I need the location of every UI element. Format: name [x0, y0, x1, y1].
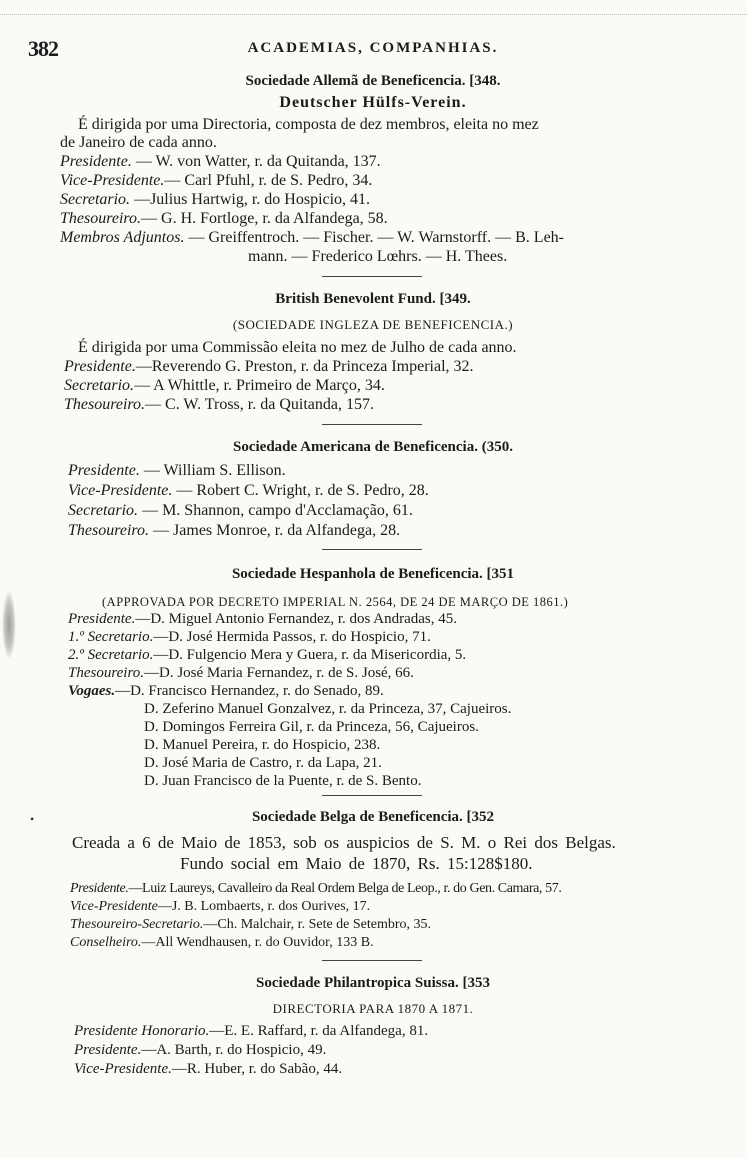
section-351-vogal-1: Vogaes.—D. Francisco Hernandez, r. do Senado, 89.: [68, 683, 384, 699]
section-353-president: Presidente.—A. Barth, r. do Hospicio, 49.: [74, 1042, 327, 1058]
section-351-president: Presidente.—D. Miguel Antonio Fernandez, r. dos Andradas, 45.: [68, 611, 457, 627]
section-349-desc: É dirigida por uma Commissão eleita no mez de Julho de cada anno.: [78, 339, 517, 356]
section-350-treasurer: Thesoureiro. — James Monroe, r. da Alfandega, 28.: [68, 522, 401, 539]
section-352-treasurer-secretary: Thesoureiro-Secretario.—Ch. Malchair, r. Sete de Setembro, 35.: [70, 917, 432, 932]
section-352-desc1: Creada a 6 de Maio de 1853, sob os auspicios de S. M. o Rei dos Belgas.: [72, 833, 616, 852]
section-349-treasurer: Thesoureiro.— C. W. Tross, r. da Quitanda, 157.: [64, 396, 374, 413]
section-divider: [322, 960, 422, 961]
section-351-secretary-1: 1.º Secretario.—D. José Hermida Passos, r. do Hospicio, 71.: [68, 629, 431, 645]
section-352-president: Presidente.—Luiz Laureys, Cavalleiro da Real Ordem Belga de Leop., r. do Gen. Camara, 57.: [70, 881, 562, 896]
section-350-secretary: Secretario. — M. Shannon, campo d'Acclamação, 61.: [68, 502, 413, 519]
section-348-vice: Vice-Presidente.— Carl Pfuhl, r. de S. Pedro, 34.: [60, 172, 373, 189]
margin-stain: [2, 590, 16, 660]
section-351-secretary-2: 2.º Secretario.—D. Fulgencio Mera y Guera, r. da Misericordia, 5.: [68, 647, 467, 663]
section-349-subtitle: (SOCIEDADE INGLEZA DE BENEFICENCIA.): [232, 317, 514, 332]
section-349-secretary: Secretario.— A Whittle, r. Primeiro de Março, 34.: [64, 377, 385, 394]
margin-dot: •: [30, 812, 35, 826]
section-350-title: Sociedade Americana de Beneficencia. (350.: [233, 439, 513, 455]
section-348-subtitle: Deutscher Hülfs-Verein.: [279, 94, 467, 111]
page-number: 382: [28, 36, 58, 61]
section-351-treasurer: Thesoureiro.—D. José Maria Fernandez, r. de S. José, 66.: [68, 665, 414, 681]
section-352-title: Sociedade Belga de Beneficencia. [352: [251, 809, 495, 825]
section-351-vogal-6: D. Juan Francisco de la Puente, r. de S. Bento.: [144, 773, 422, 789]
section-350-president: Presidente. — William S. Ellison.: [68, 462, 286, 479]
running-title: ACADEMIAS, COMPANHIAS.: [247, 40, 499, 56]
section-353-subtitle: DIRECTORIA PARA 1870 A 1871.: [272, 1001, 474, 1016]
section-351-vogal-4: D. Manuel Pereira, r. do Hospicio, 238.: [144, 737, 381, 753]
section-353-honorary-president: Presidente Honorario.—E. E. Raffard, r. da Alfandega, 81.: [74, 1023, 429, 1039]
section-divider: [322, 424, 422, 425]
section-348-members-cont: mann. — Frederico Lœhrs. — H. Thees.: [248, 248, 508, 265]
section-348-secretary: Secretario. —Julius Hartwig, r. do Hospicio, 41.: [60, 191, 371, 208]
section-352-vice: Vice-Presidente—J. B. Lombaerts, r. dos Ourives, 17.: [70, 899, 371, 914]
section-348-president: Presidente. — W. von Watter, r. da Quitanda, 137.: [60, 153, 381, 170]
section-divider: [322, 549, 422, 550]
section-352-desc2: Fundo social em Maio de 1870, Rs. 15:128$180.: [180, 854, 533, 873]
page-header: [28, 36, 718, 64]
section-351-subtitle: (APPROVADA POR DECRETO IMPERIAL N. 2564, DE 24 DE MARÇO DE 1861.): [102, 595, 569, 609]
section-353-vice: Vice-Presidente.—R. Huber, r. do Sabão, 44.: [74, 1061, 343, 1077]
section-352-counsellor: Conselheiro.—All Wendhausen, r. do Ouvidor, 133 B.: [70, 935, 374, 950]
section-349-title: British Benevolent Fund. [349.: [275, 291, 471, 307]
scan-edge: [0, 0, 747, 15]
section-351-title: Sociedade Hespanhola de Beneficencia. [351: [231, 566, 515, 582]
section-348-desc2: de Janeiro de cada anno.: [60, 134, 217, 151]
section-351-vogal-3: D. Domingos Ferreira Gil, r. da Princeza, 56, Cajueiros.: [144, 719, 479, 735]
section-348-treasurer: Thesoureiro.— G. H. Fortloge, r. da Alfandega, 58.: [60, 210, 388, 227]
section-348-members: Membros Adjuntos. — Greiffentroch. — Fischer. — W. Warnstorff. — B. Leh-: [60, 229, 564, 246]
section-divider: [322, 795, 422, 796]
section-353-title: Sociedade Philantropica Suissa. [353: [256, 975, 490, 991]
section-350-vice: Vice-Presidente. — Robert C. Wright, r. de S. Pedro, 28.: [68, 482, 429, 499]
section-349-president: Presidente.—Reverendo G. Preston, r. da Princeza Imperial, 32.: [64, 358, 474, 375]
section-divider: [322, 276, 422, 277]
section-351-vogal-5: D. José Maria de Castro, r. da Lapa, 21.: [144, 755, 382, 771]
section-351-vogal-2: D. Zeferino Manuel Gonzalvez, r. da Princeza, 37, Cajueiros.: [144, 701, 512, 717]
section-348-desc1: É dirigida por uma Directoria, composta de dez membros, eleita no mez: [78, 116, 539, 133]
section-348-title: Sociedade Allemã de Beneficencia. [348.: [245, 73, 501, 89]
